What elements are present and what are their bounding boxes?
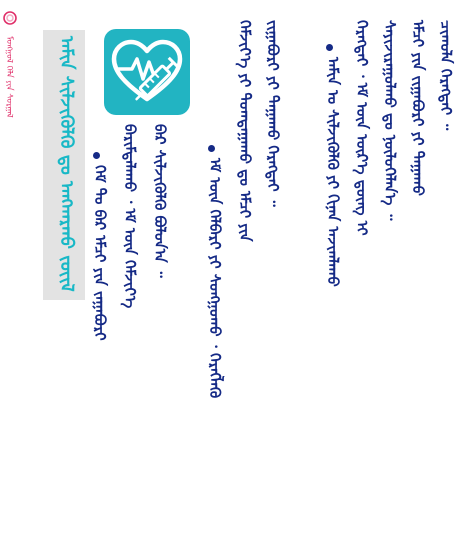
source-label: ᠮᠣᠩᠭᠣᠯ ᠬᠡᠯᠡ ᠶᠢᠨ ᠰᠤᠷᠭᠠᠯ (4, 36, 14, 118)
bullet-marker (326, 44, 333, 51)
source-logo-icon (3, 10, 17, 24)
body-text-column: ᠪᠠᠷ ᠰᠢᠯᠵᠢᠭᠦᠯᠬᠦ ᠪᠣᠯᠤᠨ᠎ᠠ ᠃ (151, 124, 169, 278)
body-text-column: ᠴᠢᠬᠤᠯᠠ ᠬᠡᠷᠡᠭᠲᠡᠢ ᠃ (437, 20, 455, 131)
body-text-column: ᠡᠮ ᠦᠨ ᠬᠡᠯᠪᠡᠷᠢ ᠶᠢ ᠰᠣᠩᠭᠣᠬᠤ ᠂ ᠬᠡᠷᠡᠭᠯᠡᠬᠦ (206, 158, 224, 399)
body-text-column: ᠠᠮᠢᠨ ᠤ ᠰᠢᠯᠵᠢᠭᠦᠯᠬᠦ ᠶᠢ ᠬᠢᠨᠠᠨ ᠠᠵᠢᠭᠯᠠᠬᠤ (324, 57, 342, 287)
page-title: ᠠᠮᠢᠨ ᠰᠢᠯᠵᠢᠭᠦᠯᠬᠦ ᠳᠤ ᠠᠩᠬᠠᠷᠬᠤ ᠵᠦᠢᠯ (56, 36, 77, 292)
bullet-marker (93, 152, 100, 159)
heart-syringe-icon (104, 29, 190, 115)
body-text-column: ᠰᠠᠶᠢᠵᠢᠷᠠᠭᠤᠯᠬᠤ ᠳᠤ ᠨᠥᠯᠦᠭᠡᠯᠡᠨ᠎ᠡ ᠃ (381, 20, 399, 221)
body-text-column: ᠪᠠᠷᠢᠮᠳᠠᠯᠠᠬᠤ ᠂ ᠡᠮ ᠦᠨ ᠬᠡᠮᠵᠢᠶ᠎ᠡ (121, 124, 139, 309)
body-text-column: ᠬᠡᠷᠡᠭᠲᠡᠢ ᠂ ᠡᠮ ᠦᠨ ᠦᠷ᠎ᠡ ᠳ᠋ᠦᠩ ᠢ (353, 20, 371, 236)
body-text-column: ᠡᠮᠴᠢ ᠶᠢᠨ ᠵᠢᠭᠠᠪᠤᠷᠢ ᠶᠢ ᠳᠠᠭᠠᠬᠤ (409, 20, 427, 196)
body-text-column: ᠬᠡᠮᠵᠢᠶ᠎ᠡ ᠶᠢ ᠲᠣᠭᠲᠠᠭᠠᠬᠤ ᠳᠤ ᠡᠮᠴᠢ ᠶᠢᠨ (236, 20, 254, 242)
body-text-column: ᠭᠡᠮ ᠲᠤ ᠪᠠᠷ ᠡᠮᠴᠢ ᠶᠢᠨ ᠵᠠᠭᠠᠪᠤᠷᠢ (91, 165, 109, 341)
bullet-marker (208, 145, 215, 152)
body-text-column: ᠵᠢᠭᠠᠪᠤᠷᠢ ᠶᠢ ᠳᠠᠭᠠᠬᠤ ᠬᠡᠷᠡᠭᠲᠡᠢ ᠃ (264, 20, 282, 207)
